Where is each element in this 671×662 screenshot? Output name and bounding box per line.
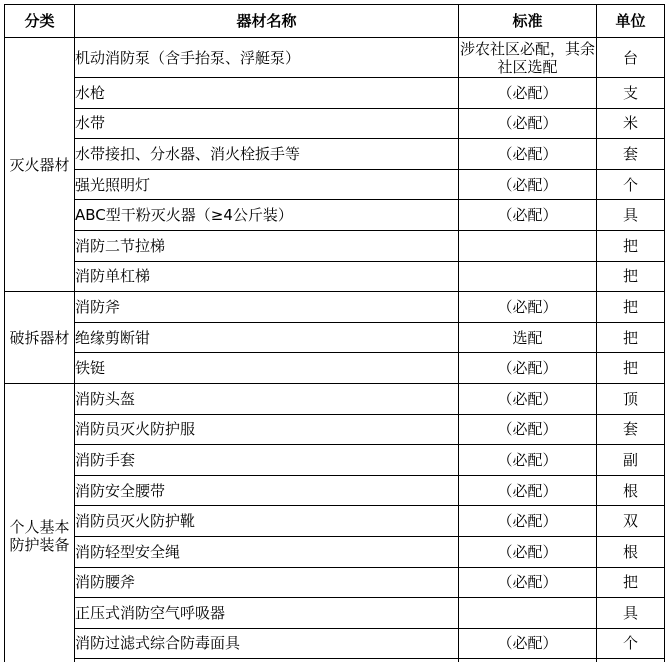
unit-cell: 个 (597, 169, 665, 200)
unit-cell: 顶 (597, 383, 665, 414)
standard-cell: （必配） (459, 292, 597, 323)
equipment-name: 消防手套 (75, 445, 459, 476)
table-row (5, 475, 665, 506)
equipment-name: 机动消防泵（含手抬泵、浮艇泵） (75, 38, 459, 78)
table-row (5, 169, 665, 200)
equipment-name: ABC型干粉灭火器（≥4公斤装） (75, 200, 459, 231)
table-row (5, 414, 665, 445)
unit-cell: 根 (597, 475, 665, 506)
unit-cell: 根 (597, 536, 665, 567)
standard-cell (459, 261, 597, 292)
table-row (5, 230, 665, 261)
standard-cell: （必配） (459, 353, 597, 384)
equipment-name: 消防斧 (75, 292, 459, 323)
unit-cell: 双 (597, 506, 665, 537)
unit-cell: 把 (597, 292, 665, 323)
category-cell-personal-protective: 个人基本防护装备 (5, 383, 75, 662)
standard-cell: （必配） (459, 139, 597, 170)
table-row (5, 261, 665, 292)
equipment-name: 消防员灭火防护靴 (75, 506, 459, 537)
column-header-category: 分类 (5, 5, 75, 38)
unit-cell: 具 (597, 200, 665, 231)
table-row (5, 292, 665, 323)
equipment-name: 正压式消防空气呼吸器 (75, 598, 459, 629)
table-row (5, 628, 665, 659)
column-header-unit: 单位 (597, 5, 665, 38)
unit-cell: 把 (597, 261, 665, 292)
equipment-name: 消防头盔 (75, 383, 459, 414)
unit-cell: 米 (597, 108, 665, 139)
equipment-name: 水带接扣、分水器、消火栓扳手等 (75, 139, 459, 170)
unit-cell: 副 (597, 445, 665, 476)
table-row (5, 139, 665, 170)
standard-cell: （必配） (459, 475, 597, 506)
equipment-table (4, 4, 665, 662)
unit-cell: 套 (597, 139, 665, 170)
standard-cell (459, 230, 597, 261)
table-row (5, 506, 665, 537)
equipment-name: 消防过滤式综合防毒面具 (75, 628, 459, 659)
equipment-name: 消防轻型安全绳 (75, 536, 459, 567)
unit-cell: 把 (597, 567, 665, 598)
standard-cell: 涉农社区必配，其余社区选配 (459, 39, 595, 76)
table-row (5, 383, 665, 414)
standard-cell: （必配） (459, 567, 597, 598)
unit-cell: 台 (597, 38, 665, 78)
table-row (5, 78, 665, 109)
header-row (5, 5, 665, 38)
standard-cell: 选配 (459, 322, 597, 353)
standard-cell: （必配） (459, 536, 597, 567)
table-row (5, 598, 665, 629)
unit-cell: 具 (597, 598, 665, 629)
category-cell-firefighting: 灭火器材 (5, 38, 75, 292)
equipment-name: 消防二节拉梯 (75, 230, 459, 261)
equipment-name: 强光照明灯 (75, 169, 459, 200)
column-header-standard: 标准 (459, 5, 597, 38)
standard-cell: （必配） (459, 414, 597, 445)
equipment-name: 水带 (75, 108, 459, 139)
category-cell-breaching: 破拆器材 (5, 292, 75, 384)
equipment-name: 消防员灭火防护服 (75, 414, 459, 445)
table-row (5, 322, 665, 353)
standard-cell: （必配） (459, 628, 597, 659)
table-row (5, 38, 665, 78)
unit-cell: 套 (597, 414, 665, 445)
standard-cell: （必配） (459, 200, 597, 231)
table-row (5, 353, 665, 384)
standard-cell (459, 598, 597, 629)
unit-cell: 个 (597, 628, 665, 659)
standard-cell: （必配） (459, 506, 597, 537)
table-row (5, 567, 665, 598)
unit-cell: 把 (597, 353, 665, 384)
table-row (5, 536, 665, 567)
table-row (5, 445, 665, 476)
equipment-name: 消防安全腰带 (75, 475, 459, 506)
equipment-name: 水枪 (75, 78, 459, 109)
column-header-name: 器材名称 (75, 5, 459, 38)
unit-cell: 支 (597, 78, 665, 109)
standard-cell: （必配） (459, 383, 597, 414)
standard-cell: （必配） (459, 78, 597, 109)
standard-cell: （必配） (459, 445, 597, 476)
unit-cell: 把 (597, 230, 665, 261)
standard-cell: （必配） (459, 169, 597, 200)
equipment-name: 消防腰斧 (75, 567, 459, 598)
table-row (5, 108, 665, 139)
equipment-name: 铁铤 (75, 353, 459, 384)
equipment-name: 消防单杠梯 (75, 261, 459, 292)
standard-cell: （必配） (459, 108, 597, 139)
table-row (5, 200, 665, 231)
unit-cell: 把 (597, 322, 665, 353)
equipment-name: 绝缘剪断钳 (75, 322, 459, 353)
